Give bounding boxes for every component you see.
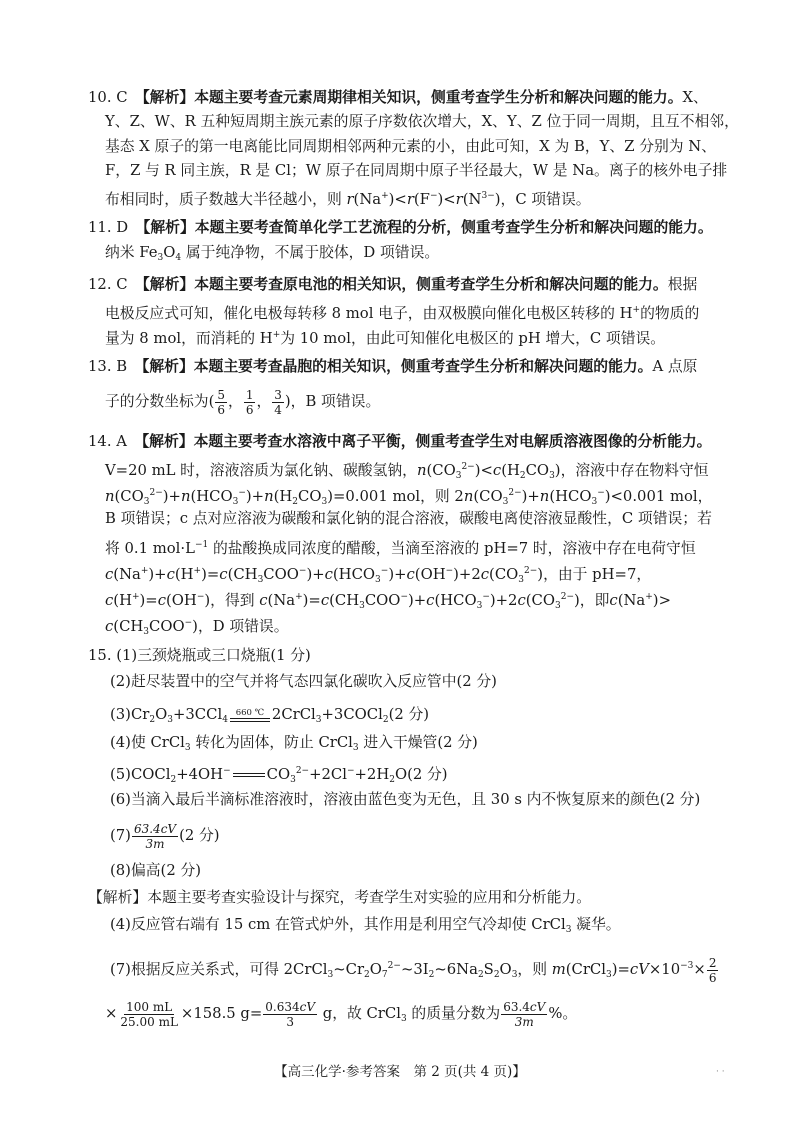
equals-sign	[233, 773, 265, 777]
q15-part-3: $(3)Cr_2O_3+3CCl_4$ 660 ℃ 2CrCl$_3$+3COCl$_2$(2 分)	[110, 706, 430, 725]
q15-part-7: (7) $\frac{63.4cV}{3m}$ (2 分)	[110, 821, 220, 851]
q12-line-1: 12. C 【解析】本题主要考查原电池的相关知识，侧重考查学生分析和解决问题的能力。根据	[88, 276, 698, 293]
page-footer: 【高三化学·参考答案 第 2 页(共 4 页)】	[274, 1064, 526, 1080]
q15-part-5: (5)COCl$_2$+4OH− $CO_3^{2-}+2Cl^-+2H_2O(2$ 分)	[110, 766, 448, 785]
q12-line-3: 量为 8 mol，而消耗的 H+为 10 mol，由此可知催化电极区的 pH 增大，C 项错误。	[105, 330, 666, 347]
q15-part-4: (4)使 CrCl$_3$ 转化为固体，防止 CrCl$_3$ 进入干燥管(2 分)	[110, 734, 478, 753]
q14-line-3: $n(CO_3^{2-})+n(HCO_3^-)+n(H_2CO_3)=0.001$ mol，则 $2n(CO_3^{2-})+n(HCO_3^-)<0.001$ mol，	[105, 488, 713, 507]
q14-line-6: $c(Na^+)+c(H^+)=c(CH_3COO^-)+c(HCO_3^-)+c(OH^-)+2c(CO_3^{2-})$，由于 pH=7，	[105, 566, 652, 585]
q14-line-1: 14. A 【解析】本题主要考查水溶液中离子平衡，侧重考查学生对电解质溶液图像的分析能力。	[88, 433, 712, 450]
q10-line-3: 基态 X 原子的第一电离能比同周期相邻两种元素的小，由此可知，X 为 B，Y、Z 分别为 N、	[105, 138, 717, 155]
q14-line-7: c(H+)=c(OH−)，得到 $c(Na^+)=c(CH_3COO^-)+c(HCO_3^-)+2c(CO_3^{2-})$，即c(Na+)>	[105, 592, 671, 611]
q10-line-2: Y、Z、W、R 五种短周期主族元素的原子序数依次增大，X、Y、Z 位于同一周期，且互不相邻，	[105, 113, 739, 130]
q10-line-4: F，Z 与 R 同主族，R 是 Cl；W 原子在同周期中原子半径最大，W 是 Na。离子的核外电子排	[105, 162, 728, 179]
q10-line-5: 布相同时，质子数越大半径越小，则 $r(Na^+)<r(F^-)<r(N^{3-})$，C 项错误。	[105, 191, 591, 208]
q15-explanation-4: (4)反应管右端有 15 cm 在管式炉外，其作用是利用空气冷却使 CrCl$_3$ 凝华。	[110, 916, 621, 935]
q15-explanation-7: (7)根据反应关系式，可得 $2CrCl_3\sim Cr_2O_7^{2-}\sim 3I_2\sim 6Na_2S_2O_3$，则 $m(CrCl_3)=cV\times 10^{-3}\times$ $\frac{2}{6}$	[110, 955, 717, 985]
q15-part-6: (6)当滴入最后半滴标准溶液时，溶液由蓝色变为无色，且 30 s 内不恢复原来的颜色(2 分)	[110, 791, 701, 808]
q14-line-4: B 项错误；c 点对应溶液为碳酸和氯化钠的混合溶液，碳酸电离使溶液显酸性，C 项错误；若	[105, 510, 712, 527]
q13-line-1: 13. B 【解析】本题主要考查晶胞的相关知识，侧重考查学生分析和解决问题的能力。A 点原	[88, 358, 698, 375]
q13-line-2: 子的分数坐标为( $\frac{5}{6}$ ， $\frac{1}{6}$ ， $\frac{3}{4}$ )，B 项错误。	[105, 387, 381, 417]
q11-line-1: 11. D 【解析】本题主要考查简单化学工艺流程的分析，侧重考查学生分析和解决问题的能力。	[88, 219, 713, 236]
q14-line-2: V=20 mL 时，溶液溶质为氯化钠、碳酸氢钠，$n(CO_3^{2-})<c(H_2CO_3)$，溶液中存在物料守恒	[105, 462, 709, 481]
q15-part-2: (2)赶尽装置中的空气并将气态四氯化碳吹入反应管中(2 分)	[110, 673, 497, 690]
q12-line-2: 电极反应式可知，催化电极每转移 8 mol 电子，由双极膜向催化电极区转移的 H+的物质的	[105, 305, 700, 322]
q10-line-1: 10. C 【解析】本题主要考查元素周期律相关知识，侧重考查学生分析和解决问题的能力。X、	[88, 89, 708, 106]
reaction-condition-arrow: 660 ℃	[230, 708, 270, 722]
q15-part-8: (8)偏高(2 分)	[110, 862, 202, 879]
q15-explanation-title: 【解析】本题主要考查实验设计与探究，考查学生对实验的应用和分析能力。	[88, 889, 592, 906]
corner-dots: · ·	[716, 1067, 725, 1077]
q14-line-5: 将 0.1 $mol\cdot L^{-1}$ 的盐酸换成同浓度的醋酸，当滴至溶液的 pH=7 时，溶液中存在电荷守恒	[105, 540, 696, 557]
q11-line-2: 纳米 $Fe_3O_4$ 属于纯净物，不属于胶体，D 项错误。	[105, 244, 440, 263]
q15-part-1: 15. (1)三颈烧瓶或三口烧瓶(1 分)	[88, 647, 311, 664]
q15-explanation-8: × $\frac{100 mL}{25.00 mL}$ ×158.5 g= $\frac{0.634cV}{3}$ g，故 CrCl$_3$ 的质量分数为 $\frac{63.4cV}{3m}$ %。	[105, 999, 578, 1029]
q14-line-8: $c(CH_3COO^-)$，D 项错误。	[105, 618, 289, 637]
